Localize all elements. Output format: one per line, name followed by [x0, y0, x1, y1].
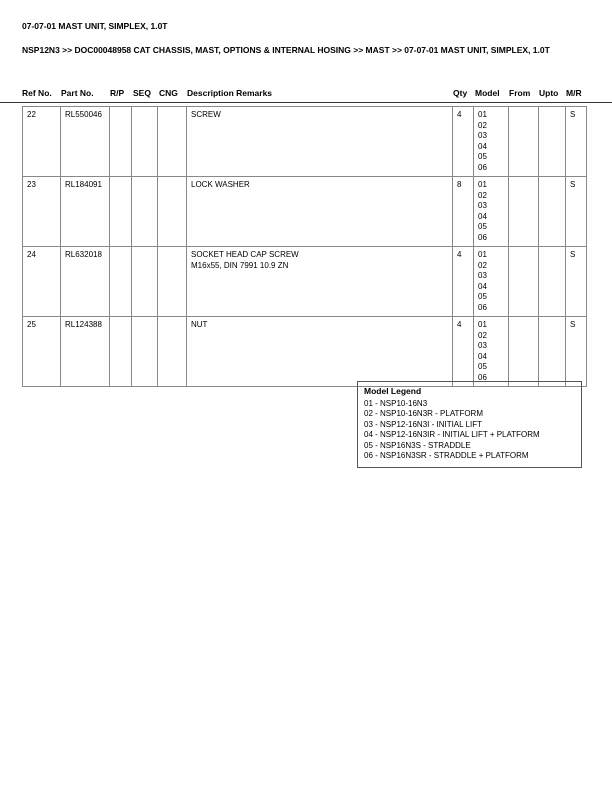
from-cell	[509, 177, 539, 247]
remarks-text: M16x55, DIN 7991 10.9 ZN	[191, 260, 289, 270]
model-legend	[357, 381, 582, 468]
model-cell	[474, 107, 509, 177]
model-code: 02	[478, 120, 487, 130]
seq-cell	[132, 177, 158, 247]
table-header	[0, 88, 612, 103]
part-no-cell-text: RL550046	[65, 110, 102, 119]
model-code: 05	[478, 362, 487, 371]
table-row	[23, 317, 587, 387]
col-from: From	[509, 88, 531, 98]
model-code: 02	[478, 260, 487, 270]
rp-cell	[110, 317, 132, 387]
ref-cell-text: 22	[27, 110, 36, 119]
ref-cell	[23, 247, 61, 317]
table-row	[23, 107, 587, 177]
breadcrumb: NSP12N3 >> DOC00048958 CAT CHASSIS, MAST, OPTIONS & INTERNAL HOSING >> MAST >> 07-07-01 MAST UNIT, SIMPLEX, 1.0T	[22, 45, 550, 55]
model-code: 05	[478, 152, 487, 161]
col-desc: Description Remarks	[187, 88, 273, 98]
upto-cell	[539, 317, 566, 387]
model-code: 06	[478, 232, 487, 242]
model-code: 05	[478, 222, 487, 231]
part-no-cell-text: RL124388	[65, 320, 102, 329]
ref-cell-text: 24	[27, 250, 36, 259]
rp-cell	[110, 247, 132, 317]
col-part: Part No.	[61, 88, 94, 98]
ref-cell	[23, 107, 61, 177]
qty-cell-text: 4	[457, 320, 462, 329]
ref-cell	[23, 317, 61, 387]
ref-cell	[23, 177, 61, 247]
col-rp: R/P	[110, 88, 125, 98]
model-cell	[474, 317, 509, 387]
part-no-cell-text: RL632018	[65, 250, 102, 259]
rp-cell	[110, 107, 132, 177]
model-code: 03	[478, 131, 487, 140]
qty-cell	[453, 247, 474, 317]
mr-cell	[566, 247, 587, 317]
model-code: 01	[478, 320, 487, 329]
model-code: 01	[478, 250, 487, 259]
model-code: 02	[478, 190, 487, 200]
table-row	[23, 177, 587, 247]
qty-cell-text: 4	[457, 110, 462, 119]
col-qty: Qty	[453, 88, 468, 98]
parts-table	[22, 106, 587, 387]
col-model: Model	[475, 88, 500, 98]
col-ref: Ref No.	[22, 88, 52, 98]
ref-cell-text: 23	[27, 180, 36, 189]
mr-cell-text: S	[570, 320, 576, 329]
model-code: 04	[478, 351, 487, 361]
model-code: 01	[478, 180, 487, 189]
qty-cell	[453, 177, 474, 247]
legend-item: 06 - NSP16N3SR - STRADDLE + PLATFORM	[364, 451, 529, 460]
model-cell	[474, 177, 509, 247]
description-cell	[187, 107, 453, 177]
model-code: 06	[478, 372, 487, 382]
col-mr: M/R	[566, 88, 582, 98]
mr-cell-text: S	[570, 110, 576, 119]
model-code: 06	[478, 302, 487, 312]
upto-cell	[539, 107, 566, 177]
cng-cell	[158, 107, 187, 177]
qty-cell-text: 8	[457, 180, 462, 189]
part-no-cell	[61, 107, 110, 177]
model-cell	[474, 247, 509, 317]
seq-cell	[132, 247, 158, 317]
part-no-cell	[61, 317, 110, 387]
cng-cell	[158, 177, 187, 247]
part-no-cell-text: RL184091	[65, 180, 102, 189]
from-cell	[509, 317, 539, 387]
upto-cell	[539, 177, 566, 247]
col-seq: SEQ	[133, 88, 151, 98]
from-cell	[509, 247, 539, 317]
model-code: 03	[478, 271, 487, 280]
description-cell-text: NUT	[191, 320, 208, 329]
cng-cell	[158, 317, 187, 387]
model-code: 05	[478, 292, 487, 301]
mr-cell-text: S	[570, 180, 576, 189]
ref-cell-text: 25	[27, 320, 36, 329]
model-code: 04	[478, 141, 487, 151]
description-cell-text: SOCKET HEAD CAP SCREW	[191, 250, 299, 259]
description-cell-text: SCREW	[191, 110, 221, 119]
cng-cell	[158, 247, 187, 317]
model-code: 04	[478, 211, 487, 221]
table-row	[23, 247, 587, 317]
description-cell	[187, 317, 453, 387]
col-cng: CNG	[159, 88, 178, 98]
from-cell	[509, 107, 539, 177]
model-code: 01	[478, 110, 487, 119]
legend-item: 05 - NSP16N3S - STRADDLE	[364, 440, 471, 450]
qty-cell-text: 4	[457, 250, 462, 259]
seq-cell	[132, 317, 158, 387]
part-no-cell	[61, 247, 110, 317]
mr-cell	[566, 177, 587, 247]
mr-cell-text: S	[570, 250, 576, 259]
seq-cell	[132, 107, 158, 177]
description-cell-text: LOCK WASHER	[191, 180, 250, 189]
model-code: 06	[478, 162, 487, 172]
legend-item: 01 - NSP10-16N3	[364, 398, 428, 408]
mr-cell	[566, 107, 587, 177]
legend-item: 04 - NSP12-16N3IR - INITIAL LIFT + PLATFORM	[364, 430, 540, 439]
model-code: 02	[478, 330, 487, 340]
description-cell	[187, 247, 453, 317]
legend-item: 03 - NSP12-16N3I - INITIAL LIFT	[364, 419, 482, 429]
upto-cell	[539, 247, 566, 317]
page-title: 07-07-01 MAST UNIT, SIMPLEX, 1.0T	[22, 21, 168, 31]
model-code: 03	[478, 341, 487, 350]
legend-title: Model Legend	[364, 386, 422, 396]
part-no-cell	[61, 177, 110, 247]
col-upto: Upto	[539, 88, 559, 98]
model-code: 04	[478, 281, 487, 291]
legend-item: 02 - NSP10-16N3R - PLATFORM	[364, 409, 483, 418]
model-code: 03	[478, 201, 487, 210]
rp-cell	[110, 177, 132, 247]
qty-cell	[453, 107, 474, 177]
description-cell	[187, 177, 453, 247]
qty-cell	[453, 317, 474, 387]
mr-cell	[566, 317, 587, 387]
